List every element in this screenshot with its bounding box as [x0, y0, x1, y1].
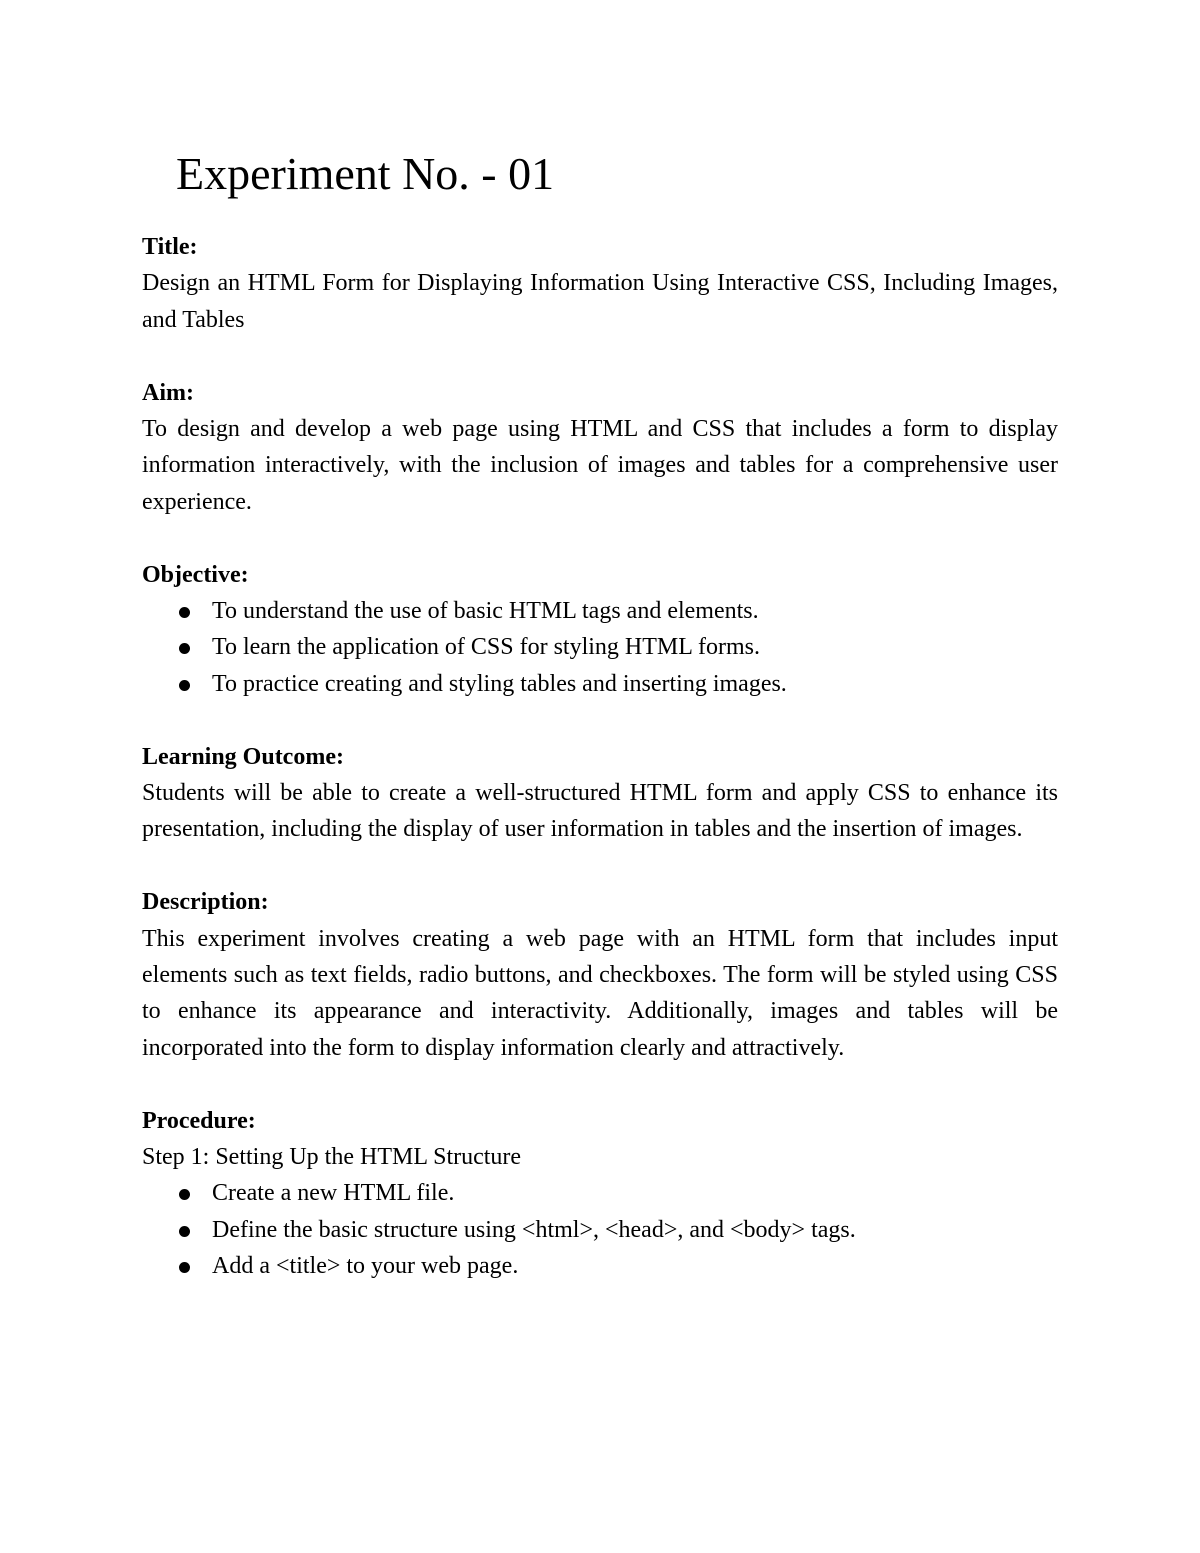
description-heading: Description: [142, 889, 269, 916]
step-1-list [142, 1175, 1058, 1284]
description-section [142, 884, 1058, 1066]
learning-outcome-text: Students will be able to create a well-structured HTML form and apply CSS to enhance its presentation, including the display of user information in tables and the insertion of images. [142, 780, 1058, 843]
procedure-heading: Procedure: [142, 1107, 256, 1134]
bullet-icon [179, 643, 190, 654]
list-item [142, 629, 1058, 665]
objective-list [142, 593, 1058, 702]
procedure-section [142, 1103, 1058, 1285]
description-text: This experiment involves creating a web page with an HTML form that includes input elements such as text fields, radio buttons, and checkboxes. The form will be styled using CSS to enhance its appearance and interactivity. Additionally, images and tables will be incorporated into the form to display information clearly and attractively. [142, 925, 1058, 1061]
list-item-text: To practice creating and styling tables and inserting images. [212, 670, 787, 697]
aim-section [142, 375, 1058, 521]
list-item-text: To understand the use of basic HTML tags and elements. [212, 598, 759, 625]
list-item-text: Create a new HTML file. [212, 1180, 455, 1207]
aim-text: To design and develop a web page using HTML and CSS that includes a form to display information interactively, with the inclusion of images and tables for a comprehensive user experience. [142, 416, 1058, 515]
objective-heading: Objective: [142, 561, 249, 588]
title-section [142, 229, 1058, 338]
bullet-icon [179, 1189, 190, 1200]
step-1-label: Step 1: Setting Up the HTML Structure [142, 1144, 522, 1171]
bullet-icon [179, 607, 190, 618]
list-item-text: To learn the application of CSS for styling HTML forms. [212, 634, 761, 661]
list-item [142, 666, 1058, 702]
list-item [142, 593, 1058, 629]
list-item-text: Add a <title> to your web page. [212, 1253, 519, 1280]
document-body [142, 229, 1058, 1321]
list-item [142, 1212, 1058, 1248]
page-title: Experiment No. - 01 [176, 148, 555, 199]
learning-outcome-heading: Learning Outcome: [142, 743, 344, 770]
list-item-text: Define the basic structure using <html>, <head>, and <body> tags. [212, 1216, 856, 1243]
aim-heading: Aim: [142, 379, 194, 406]
title-heading: Title: [142, 234, 198, 260]
objective-section [142, 557, 1058, 703]
bullet-icon [179, 1226, 190, 1237]
bullet-icon [179, 1262, 190, 1273]
list-item [142, 1248, 1058, 1284]
list-item [142, 1175, 1058, 1211]
learning-outcome-section [142, 739, 1058, 848]
title-text: Design an HTML Form for Displaying Information Using Interactive CSS, Including Images, and Tables [142, 270, 1058, 333]
bullet-icon [179, 680, 190, 691]
